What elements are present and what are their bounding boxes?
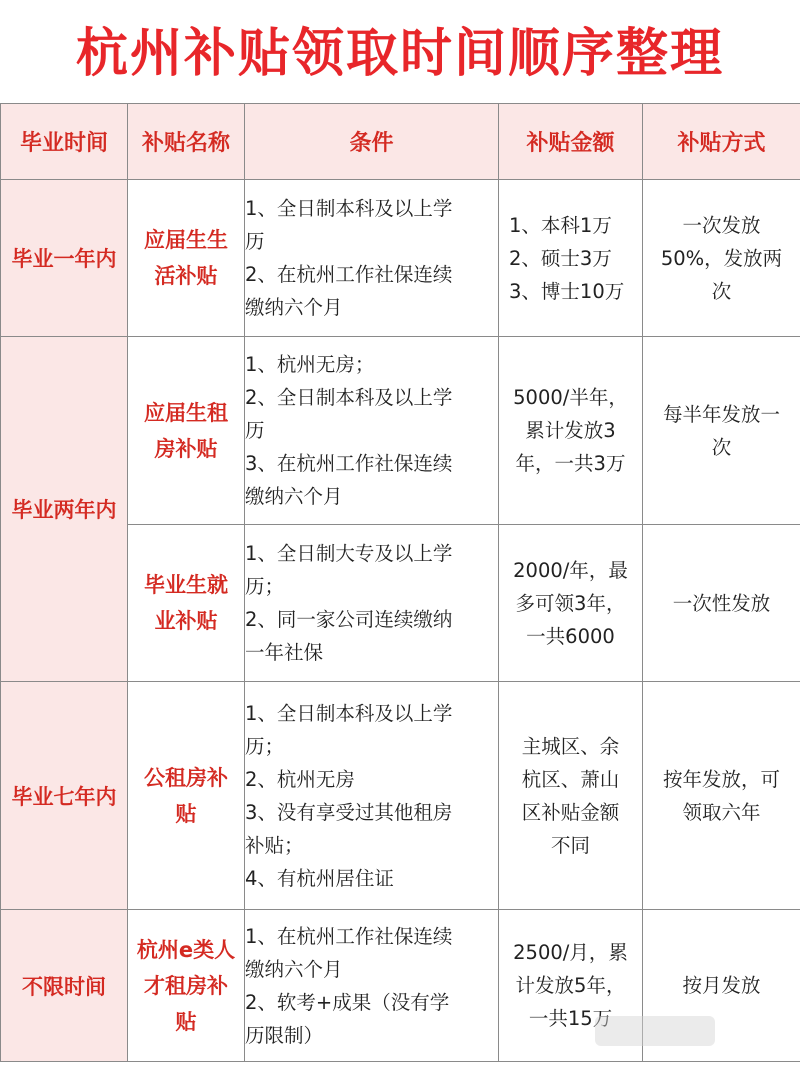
subsidy-name-line: 应届生租 <box>144 400 228 425</box>
amount-line: 多可领3年， <box>515 591 626 615</box>
conditions-cell <box>245 180 499 337</box>
condition-line: 一年社保 <box>245 641 324 664</box>
amount-line: 年，一共3万 <box>515 452 626 475</box>
method-line: 50%，发放两 <box>660 246 783 270</box>
method-line: 按年发放，可 <box>662 767 780 791</box>
condition-line: 历 <box>245 419 265 442</box>
page-title: 杭州补贴领取时间顺序整理 <box>75 24 724 84</box>
method-cell <box>643 337 800 525</box>
table-row <box>1 682 800 910</box>
subsidy-name-cell <box>128 180 245 337</box>
header-conditions: 条件 <box>245 104 499 180</box>
method-cell <box>643 682 800 910</box>
method-line: 领取六年 <box>682 800 761 824</box>
subsidy-name-line: 毕业生就 <box>144 573 228 597</box>
condition-line: 1、全日制本科及以上学 <box>245 701 453 725</box>
subsidy-table <box>0 103 800 1062</box>
header-name: 补贴名称 <box>128 104 245 180</box>
period-cell: 毕业两年内 <box>1 337 128 682</box>
amount-line: 5000/半年， <box>513 386 628 409</box>
subsidy-name-cell <box>128 910 245 1062</box>
amount-line: 2500/月，累 <box>513 941 628 964</box>
table-row <box>1 337 800 525</box>
subsidy-name-cell <box>128 682 245 910</box>
condition-line: 1、杭州无房； <box>245 353 375 376</box>
subsidy-name-line: 贴 <box>175 801 197 826</box>
condition-line: 历； <box>245 575 285 598</box>
amount-line: 一共15万 <box>528 1007 613 1030</box>
header-amount: 补贴金额 <box>499 104 643 180</box>
condition-line: 4、有杭州居住证 <box>245 866 394 890</box>
amount-line: 主城区、余 <box>521 734 620 758</box>
amount-cell <box>499 180 643 337</box>
condition-line: 历 <box>245 230 265 253</box>
condition-line: 1、在杭州工作社保连续 <box>245 924 453 948</box>
amount-line: 计发放5年， <box>515 974 626 997</box>
subsidy-name-line: 贴 <box>175 1009 197 1034</box>
subsidy-name-cell <box>128 525 245 682</box>
amount-line: 1、本科1万 <box>509 213 612 237</box>
method-line: 次 <box>711 435 732 459</box>
condition-line: 缴纳六个月 <box>245 485 343 508</box>
period-cell: 不限时间 <box>1 910 128 1062</box>
subsidy-name-line: 才租房补 <box>144 973 228 998</box>
condition-line: 1、全日制本科及以上学 <box>245 197 453 220</box>
subsidy-name-cell <box>128 337 245 525</box>
amount-line: 不同 <box>550 833 590 857</box>
amount-line: 累计发放3 <box>525 419 616 442</box>
conditions-cell <box>245 337 499 525</box>
conditions-cell <box>245 910 499 1062</box>
conditions-cell <box>245 525 499 682</box>
table-row <box>1 180 800 337</box>
conditions-cell <box>245 682 499 910</box>
condition-line: 历限制） <box>245 1023 324 1047</box>
subsidy-name-line: 公租房补 <box>144 765 228 790</box>
amount-line: 2、硕士3万 <box>509 246 612 270</box>
method-cell <box>643 180 800 337</box>
condition-line: 缴纳六个月 <box>245 957 343 981</box>
amount-cell <box>499 337 643 525</box>
condition-line: 2、杭州无房 <box>245 767 355 791</box>
condition-line: 2、全日制本科及以上学 <box>245 386 453 409</box>
period-cell: 毕业一年内 <box>1 180 128 337</box>
amount-line: 2000/年，最 <box>513 558 628 582</box>
subsidy-name-line: 活补贴 <box>154 264 218 288</box>
condition-line: 缴纳六个月 <box>245 296 343 319</box>
watermark-overlay <box>595 1016 715 1046</box>
period-cell: 毕业七年内 <box>1 682 128 910</box>
method-line: 每半年发放一 <box>662 402 780 426</box>
amount-cell <box>499 682 643 910</box>
method-line: 一次发放 <box>682 213 761 237</box>
method-line: 次 <box>711 279 732 303</box>
amount-line: 3、博士10万 <box>509 279 625 303</box>
condition-line: 2、软考+成果（没有学 <box>245 990 450 1014</box>
header-period: 毕业时间 <box>1 104 128 180</box>
header-row <box>1 104 800 180</box>
condition-line: 1、全日制大专及以上学 <box>245 542 453 565</box>
condition-line: 2、同一家公司连续缴纳 <box>245 608 453 631</box>
condition-line: 2、在杭州工作社保连续 <box>245 263 453 286</box>
method-cell <box>643 525 800 682</box>
method-line: 按月发放 <box>682 974 761 997</box>
subsidy-name-line: 业补贴 <box>154 609 218 633</box>
amount-line: 区补贴金额 <box>521 800 620 824</box>
amount-cell <box>499 525 643 682</box>
condition-line: 补贴； <box>245 833 304 857</box>
subsidy-name-line: 杭州e类人 <box>136 937 236 962</box>
method-line: 一次性发放 <box>672 591 771 615</box>
subsidy-name-line: 应届生生 <box>144 228 228 252</box>
condition-line: 历； <box>245 734 285 758</box>
amount-line: 杭区、萧山 <box>521 767 620 791</box>
header-method: 补贴方式 <box>643 104 800 180</box>
amount-line: 一共6000 <box>526 624 615 648</box>
condition-line: 3、没有享受过其他租房 <box>245 800 453 824</box>
subsidy-name-line: 房补贴 <box>154 436 218 461</box>
condition-line: 3、在杭州工作社保连续 <box>245 452 453 475</box>
